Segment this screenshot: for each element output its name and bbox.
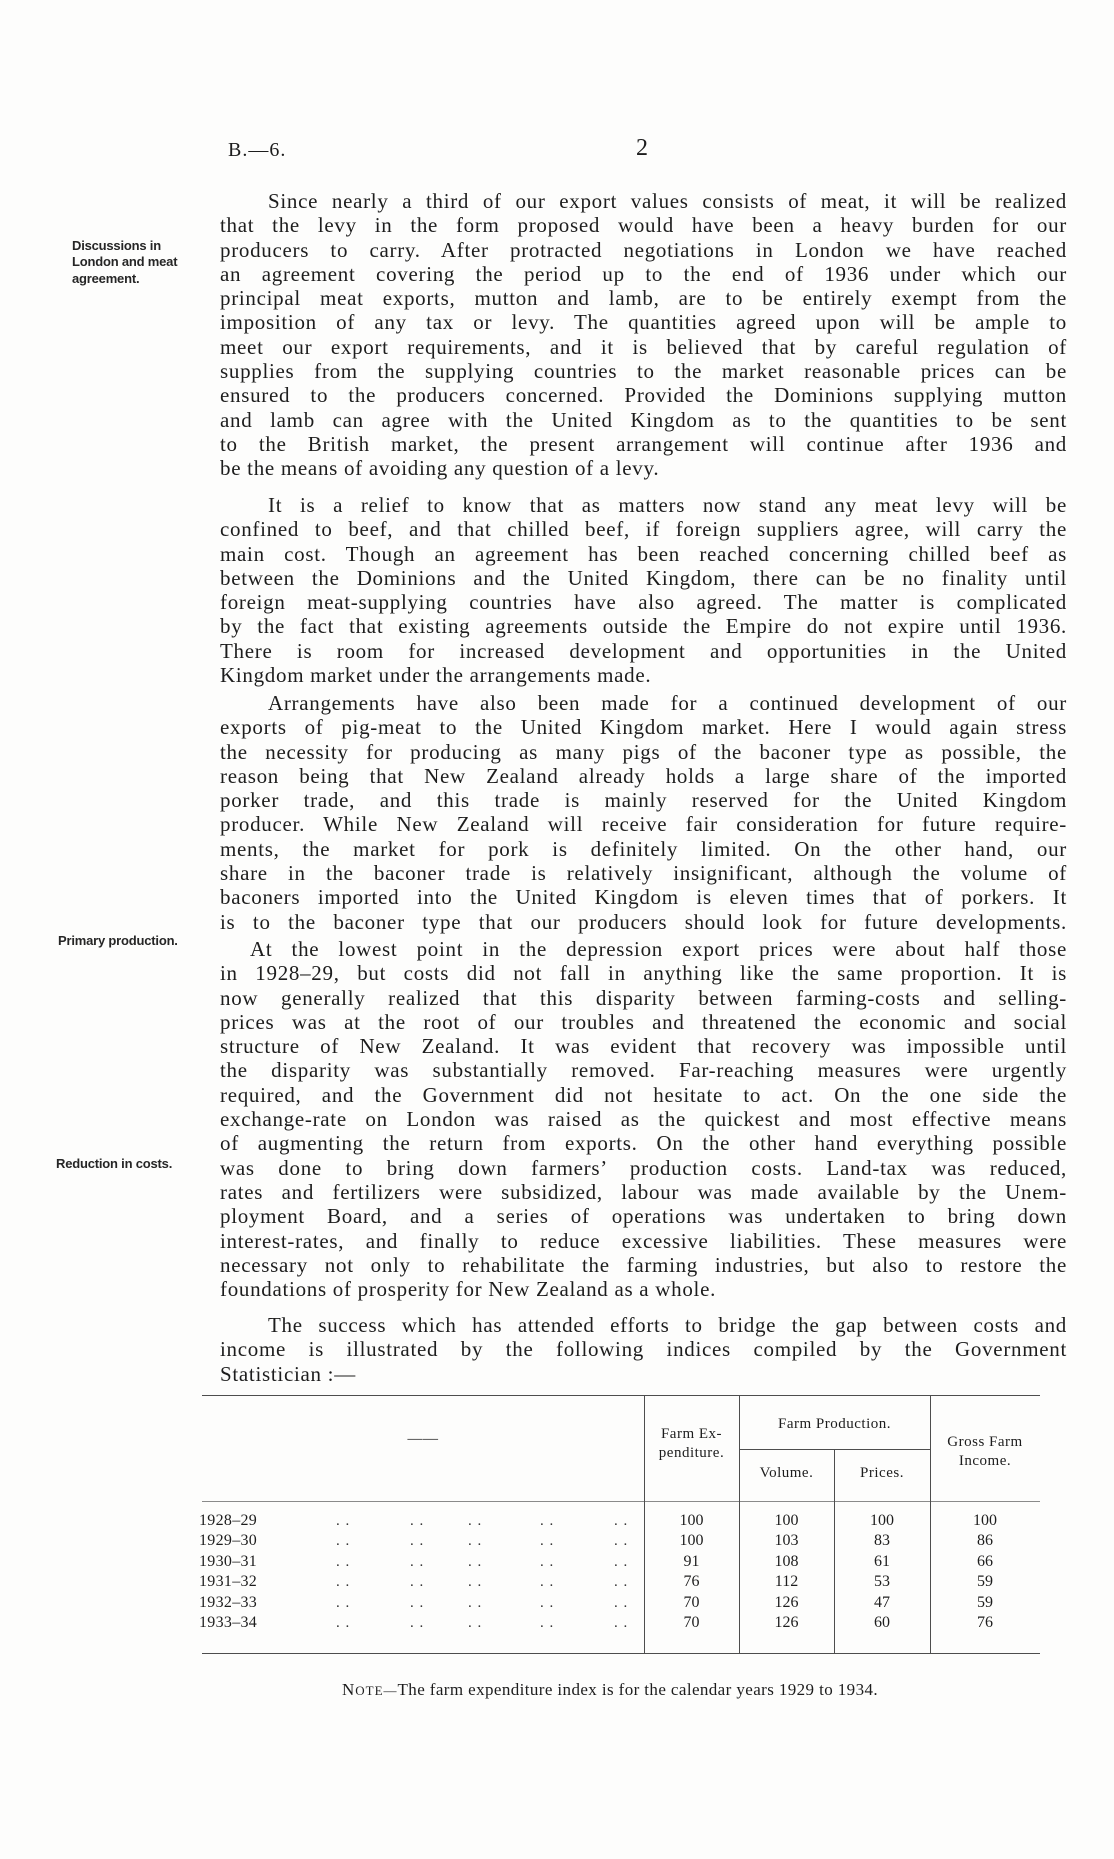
dot-leader: . . (468, 1594, 483, 1611)
row-year: 1928–29 (199, 1512, 258, 1529)
dot-leader: . . (540, 1594, 555, 1611)
cell-prices: 47 (874, 1593, 890, 1611)
text-line: principal meat exports, mutton and lamb, are to be entirely exempt from the (220, 286, 1067, 311)
dot-leader: . . (614, 1513, 629, 1529)
margin-note-line: agreement. (72, 270, 140, 286)
paragraph-beef-levy (220, 493, 1067, 687)
dot-leader: . . (410, 1513, 425, 1529)
table-stub-header: —— (407, 1431, 439, 1447)
dot-leader: . . (468, 1574, 483, 1591)
dot-leader: . . (410, 1553, 425, 1570)
text-line: and lamb can agree with the United Kingdom as to the quantities to be sent (220, 407, 1067, 432)
cell-volume: 108 (774, 1552, 799, 1570)
cell-farm-expenditure: 70 (683, 1593, 700, 1611)
dot-leader: . . (540, 1614, 555, 1631)
text-line: porker trade, and this trade is mainly reserved for the United Kingdom (220, 788, 1067, 813)
dot-leader: . . (614, 1614, 629, 1631)
dot-leader: . . (468, 1553, 483, 1570)
margin-note-reduction-in-costs (56, 1156, 172, 1172)
dot-leader: . . (410, 1614, 425, 1631)
text-line: necessary not only to rehabilitate the farming industries, but also to restore the (220, 1252, 1067, 1277)
text-line: foundations of prosperity for New Zealand as a whole. (220, 1277, 717, 1302)
text-line: required, and the Government did not hesitate to act. On the one side the (220, 1082, 1067, 1107)
text-line: the disparity was substantially removed. Far-reaching measures were urgently (220, 1058, 1067, 1083)
text-line: meet our export requirements, and it is believed that by careful regulation of (220, 334, 1067, 359)
cell-volume: 126 (774, 1593, 799, 1611)
text-line: ments, the market for pork is definitely limited. On the other hand, our (220, 836, 1067, 861)
cell-prices: 53 (874, 1573, 890, 1591)
text-line: It is a relief to know that as matters now stand any meat levy will be (268, 493, 1067, 517)
text-line: to the British market, the present arrangement will continue after 1936 and (220, 431, 1067, 456)
text-line: rates and fertilizers were subsidized, labour was made available by the Unem- (220, 1179, 1067, 1204)
dot-leader: . . (468, 1513, 483, 1529)
header-line: Farm Ex- (660, 1426, 723, 1442)
text-line: is to the baconer type that our producers should look for future developments. (220, 909, 1067, 934)
text-line: was done to bring down farmers’ production costs. Land-tax was reduced, (220, 1155, 1067, 1180)
cell-gross-farm-income: 100 (973, 1512, 997, 1529)
page-number: 2 (636, 135, 648, 161)
text-line: foreign meat-supplying countries have also agreed. The matter is complicated (220, 590, 1067, 615)
table-top-rule (202, 1395, 1040, 1396)
cell-volume: 126 (774, 1613, 799, 1631)
cell-prices: 100 (870, 1512, 894, 1529)
cell-volume: 100 (774, 1512, 799, 1529)
dot-leader: . . (540, 1574, 555, 1591)
table-bottom-rule (202, 1653, 1040, 1654)
cell-gross-farm-income: 59 (977, 1573, 993, 1591)
text-line: in 1928–29, but costs did not fall in anything like the same proportion. It is (220, 961, 1067, 986)
dot-leader: . . (540, 1533, 555, 1550)
text-line: interest-rates, and finally to reduce excessive liabilities. These measures were (220, 1228, 1067, 1253)
header-line: Income. (958, 1453, 1012, 1469)
text-line: reason being that New Zealand already holds a large share of the imported (220, 763, 1067, 788)
text-line: main cost. Though an agreement has been reached concerning chilled beef as (220, 541, 1067, 566)
row-year: 1932–33 (199, 1593, 258, 1611)
table-header-farm-production: Farm Production. (778, 1416, 891, 1432)
dot-leader: . . (336, 1513, 351, 1529)
text-line: structure of New Zealand. It was evident that recovery was impossible until (220, 1034, 1067, 1059)
text-line: At the lowest point in the depression export prices were about half those (250, 937, 1067, 961)
text-line: an agreement covering the period up to the end of 1936 under which our (220, 261, 1067, 286)
table-header-farm-expenditure (644, 1425, 739, 1463)
cell-gross-farm-income: 59 (977, 1593, 993, 1611)
text-line: between the Dominions and the United Kingdom, there can be no finality until (220, 565, 1067, 590)
text-line: confined to beef, and that chilled beef, if foreign suppliers agree, will carry the (220, 517, 1067, 542)
text-line: be the means of avoiding any question of a levy. (220, 456, 660, 481)
cell-farm-expenditure: 76 (683, 1573, 700, 1591)
table-header-prices: Prices. (860, 1465, 904, 1481)
dot-leader: . . (614, 1533, 629, 1550)
text-line: the necessity for producing as many pigs of the baconer type as possible, the (220, 739, 1067, 764)
text-line: ensured to the producers concerned. Provided the Dominions supplying mutton (220, 383, 1067, 408)
table-row (0, 1614, 1114, 1634)
text-line: Statistician :— (220, 1361, 356, 1386)
text-line: now generally realized that this disparity between farming-costs and selling- (220, 985, 1067, 1010)
cell-prices: 60 (874, 1613, 890, 1631)
text-line: supplies from the supplying countries to the market reasonable prices can be (220, 359, 1067, 384)
dot-leader: . . (468, 1533, 483, 1550)
note-text: The farm expenditure index is for the calendar years 1929 to 1934. (397, 1680, 879, 1699)
margin-note-discussions (72, 238, 177, 287)
dot-leader: . . (468, 1614, 483, 1631)
table-row (0, 1553, 1114, 1573)
row-year: 1930–31 (199, 1552, 258, 1570)
cell-prices: 61 (874, 1552, 890, 1570)
document-reference: B.—6. (228, 139, 287, 161)
cell-farm-expenditure: 100 (679, 1512, 704, 1529)
row-year: 1931–32 (199, 1573, 258, 1591)
header-line: penditure. (658, 1445, 725, 1461)
paragraph-indices-intro (220, 1313, 1067, 1386)
dot-leader: . . (614, 1574, 629, 1591)
note-label: NOTE— (341, 1680, 398, 1699)
text-line: producers to carry. After protracted negotiations in London we have reached (220, 237, 1067, 262)
cell-prices: 83 (874, 1532, 890, 1550)
margin-note-line: Reduction in costs. (56, 1156, 173, 1171)
cell-farm-expenditure: 91 (683, 1552, 700, 1570)
cell-volume: 103 (774, 1532, 799, 1550)
cell-gross-farm-income: 86 (977, 1532, 993, 1550)
text-line: producer. While New Zealand will receive fair consideration for future require- (220, 812, 1067, 837)
text-line: imposition of any tax or levy. The quantities agreed upon will be ample to (220, 310, 1067, 335)
table-row (0, 1594, 1114, 1614)
margin-note-line: London and meat (72, 254, 178, 270)
text-line: exports of pig-meat to the United Kingdom market. Here I would again stress (220, 715, 1067, 740)
table-row (0, 1512, 1114, 1532)
dot-leader: . . (540, 1513, 555, 1529)
cell-farm-expenditure: 100 (679, 1532, 704, 1550)
table-body (0, 1512, 1114, 1634)
text-line: of augmenting the return from exports. On the other hand everything possible (220, 1131, 1067, 1156)
text-line: exchange-rate on London was raised as the quickest and most effective means (220, 1107, 1067, 1132)
dot-leader: . . (540, 1553, 555, 1570)
text-line: by the fact that existing agreements outside the Empire do not expire until 1936. (220, 614, 1067, 639)
text-line: There is room for increased development and opportunities in the United (220, 638, 1067, 663)
table-note (300, 1680, 920, 1701)
text-line: income is illustrated by the following indices compiled by the Government (220, 1337, 1067, 1362)
dot-leader: . . (614, 1594, 629, 1611)
row-year: 1929–30 (199, 1532, 258, 1550)
dot-leader: . . (336, 1574, 351, 1591)
margin-note-line: Primary production. (58, 933, 178, 948)
paragraph-meat-agreement (220, 189, 1067, 481)
table-header-gross-farm-income (930, 1433, 1040, 1471)
dot-leader: . . (336, 1614, 351, 1631)
cell-farm-expenditure: 70 (683, 1613, 700, 1631)
text-line: baconers imported into the United Kingdom is eleven times that of porkers. It (220, 885, 1067, 910)
dot-leader: . . (336, 1533, 351, 1550)
cell-gross-farm-income: 76 (977, 1613, 993, 1631)
text-line: Since nearly a third of our export values consists of meat, it will be realized (268, 189, 1067, 213)
table-header-volume: Volume. (759, 1465, 814, 1481)
cell-gross-farm-income: 66 (977, 1552, 993, 1570)
margin-note-line: Discussions in (72, 238, 161, 253)
cell-volume: 112 (774, 1573, 799, 1591)
table-header-rule (202, 1501, 1040, 1502)
text-line: that the levy in the form proposed would have been a heavy burden for our (220, 213, 1067, 238)
table-row (0, 1573, 1114, 1593)
text-line: share in the baconer trade is relatively insignificant, although the volume of (220, 861, 1067, 886)
dot-leader: . . (410, 1594, 425, 1611)
row-year: 1933–34 (199, 1613, 258, 1631)
dot-leader: . . (410, 1533, 425, 1550)
text-line: ployment Board, and a series of operations was undertaken to bring down (220, 1204, 1067, 1229)
table-spanner-rule (739, 1449, 930, 1450)
dot-leader: . . (336, 1594, 351, 1611)
table-row (0, 1532, 1114, 1552)
paragraph-pig-meat (220, 691, 1067, 934)
paragraph-primary-production (220, 937, 1067, 1301)
text-line: The success which has attended efforts to bridge the gap between costs and (268, 1313, 1067, 1337)
text-line: Kingdom market under the arrangements made. (220, 663, 652, 688)
dot-leader: . . (614, 1553, 629, 1570)
text-line: prices was at the root of our troubles and threatened the economic and social (220, 1009, 1067, 1034)
dot-leader: . . (410, 1574, 425, 1591)
header-line: Gross Farm (947, 1434, 1023, 1450)
dot-leader: . . (336, 1553, 351, 1570)
margin-note-primary-production (58, 933, 178, 949)
text-line: Arrangements have also been made for a continued development of our (268, 691, 1067, 715)
